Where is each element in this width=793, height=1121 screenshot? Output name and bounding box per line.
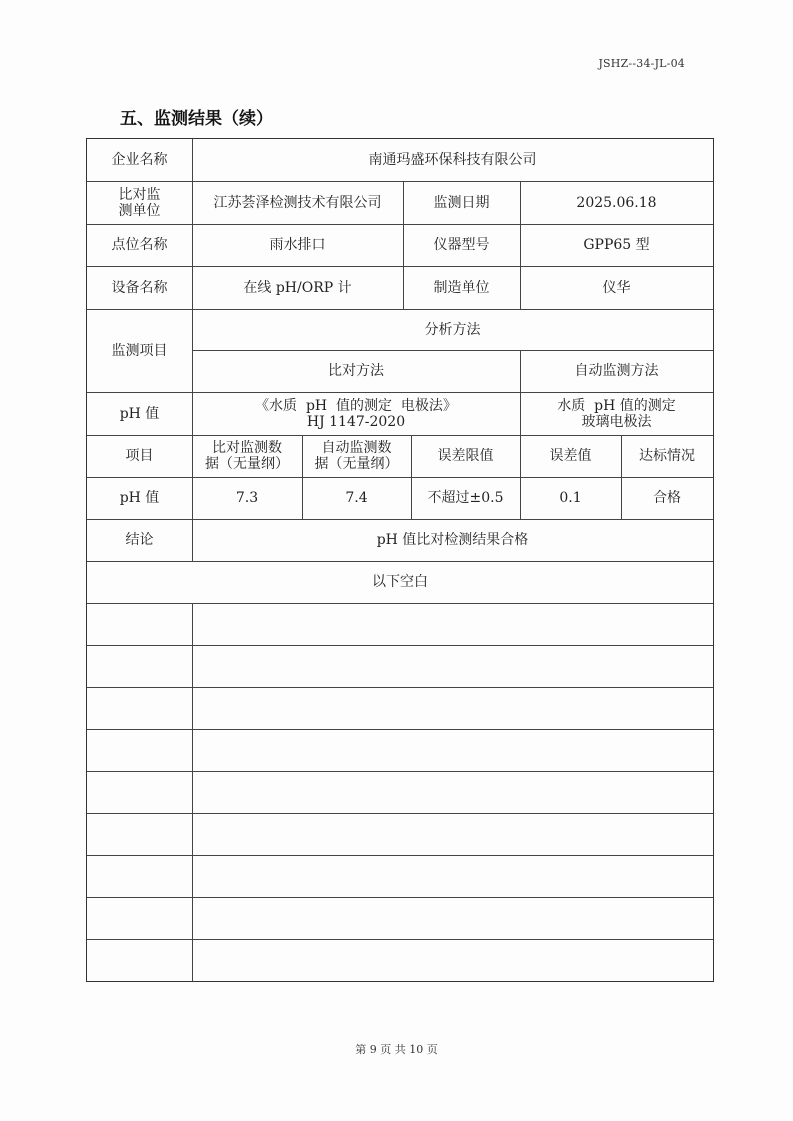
monitor-date-value: 2025.06.18 bbox=[576, 194, 657, 211]
ph-auto-method-line2: 玻璃电极法 bbox=[581, 413, 652, 430]
result-comparison-data: 7.3 bbox=[235, 490, 259, 506]
company-label: 企业名称 bbox=[111, 152, 168, 168]
device-name-value: 在线 pH/ORP 计 bbox=[243, 279, 352, 296]
instrument-model-value: GPP65 型 bbox=[583, 237, 650, 253]
manufacturer-value: 仪华 bbox=[602, 279, 631, 296]
ph-auto-method-line1: 水质 pH 值的测定 bbox=[557, 397, 676, 414]
blank-note: 以下空白 bbox=[372, 574, 428, 590]
monitor-date-label: 监测日期 bbox=[433, 194, 490, 211]
point-name-value: 雨水排口 bbox=[269, 237, 326, 253]
result-header-auto-data-line2: 据（无量纲） bbox=[314, 456, 399, 472]
result-item: pH 值 bbox=[119, 490, 160, 506]
monitor-item-label: 监测项目 bbox=[111, 342, 168, 359]
analysis-method-header: 分析方法 bbox=[424, 321, 481, 338]
auto-method-header: 自动监测方法 bbox=[574, 363, 659, 379]
conclusion-value: pH 值比对检测结果合格 bbox=[376, 532, 529, 548]
section-title: 五、监测结果（续） bbox=[120, 109, 273, 129]
ph-comparison-method-line1: 《水质 pH 值的测定 电极法》 bbox=[255, 397, 457, 414]
company-value: 南通玛盛环保科技有限公司 bbox=[368, 152, 537, 168]
result-header-item: 项目 bbox=[125, 448, 154, 464]
result-header-comparison-data bbox=[192, 435, 302, 477]
result-error-limit: 不超过±0.5 bbox=[427, 490, 504, 506]
instrument-model-label: 仪器型号 bbox=[433, 237, 490, 253]
conclusion-label: 结论 bbox=[125, 532, 154, 548]
result-header-error-value: 误差值 bbox=[549, 448, 592, 464]
ph-comparison-method-line2: HJ 1147-2020 bbox=[306, 413, 406, 430]
result-header-comparison-data-line1: 比对监测数 bbox=[212, 440, 282, 456]
result-header-auto-data bbox=[302, 435, 411, 477]
comparison-method-header: 比对方法 bbox=[328, 363, 384, 379]
device-name-label: 设备名称 bbox=[111, 279, 168, 296]
result-auto-data: 7.4 bbox=[345, 490, 368, 506]
result-header-error-limit: 误差限值 bbox=[437, 448, 494, 464]
ph-method-label: pH 值 bbox=[119, 405, 160, 422]
ph-comparison-method bbox=[192, 392, 520, 435]
manufacturer-label: 制造单位 bbox=[433, 279, 490, 296]
result-compliance: 合格 bbox=[653, 490, 681, 506]
ph-auto-method bbox=[520, 392, 713, 435]
point-name-label: 点位名称 bbox=[111, 237, 168, 253]
comparison-unit-label-line2: 测单位 bbox=[118, 202, 161, 219]
result-header-comparison-data-line2: 据（无量纲） bbox=[205, 456, 289, 472]
result-error-value: 0.1 bbox=[559, 490, 582, 506]
comparison-unit-label-line1: 比对监 bbox=[118, 186, 161, 203]
comparison-unit-label bbox=[87, 181, 192, 224]
result-header-auto-data-line1: 自动监测数 bbox=[321, 440, 392, 456]
comparison-unit-value: 江苏荟泽检测技术有限公司 bbox=[213, 194, 382, 211]
page-footer: 第 9 页 共 10 页 bbox=[355, 1043, 438, 1056]
result-header-compliance: 达标情况 bbox=[639, 448, 695, 464]
document-code: JSHZ--34-JL-04 bbox=[598, 57, 685, 70]
results-table bbox=[86, 138, 714, 982]
